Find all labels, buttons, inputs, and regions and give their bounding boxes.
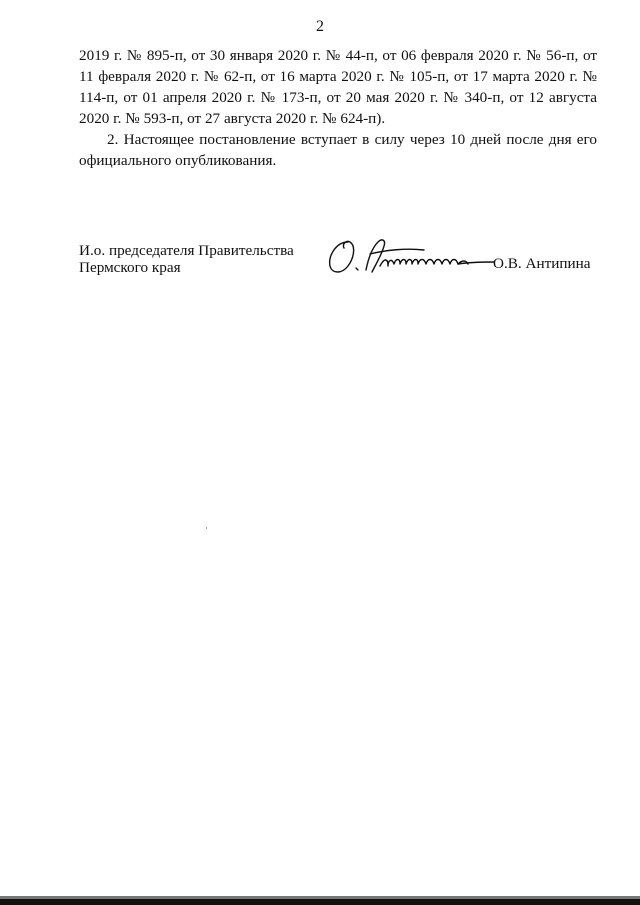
signer-title-line-2: Пермского края (79, 259, 181, 276)
page-number: 2 (316, 18, 324, 35)
paragraph-effective-date: 2. Настоящее постановление вступает в силу через 10 дней после дня его официального опубликования. (79, 131, 597, 169)
paragraph-continuation: 2019 г. № 895-п, от 30 января 2020 г. № 44-п, от 06 февраля 2020 г. № 56-п, от 11 февраля 2020 г. № 62-п, от 16 марта 2020 г. № 105-п, от 17 марта 2020 г. № 114-п, от 01 апреля 2020 г. № 173-п, от 20 мая 2020 г. № 340-п, от 12 августа 2020 г. № 593-п, от 27 августа 2020 г. № 624-п). (79, 47, 597, 127)
handwritten-signature (326, 236, 496, 276)
document-body (79, 45, 597, 171)
scan-edge (0, 899, 640, 905)
scan-speck (206, 527, 207, 529)
signer-title (79, 242, 294, 276)
signer-title-line-1: И.о. председателя Правительства (79, 242, 294, 259)
signer-name: О.В. Антипина (493, 255, 591, 272)
